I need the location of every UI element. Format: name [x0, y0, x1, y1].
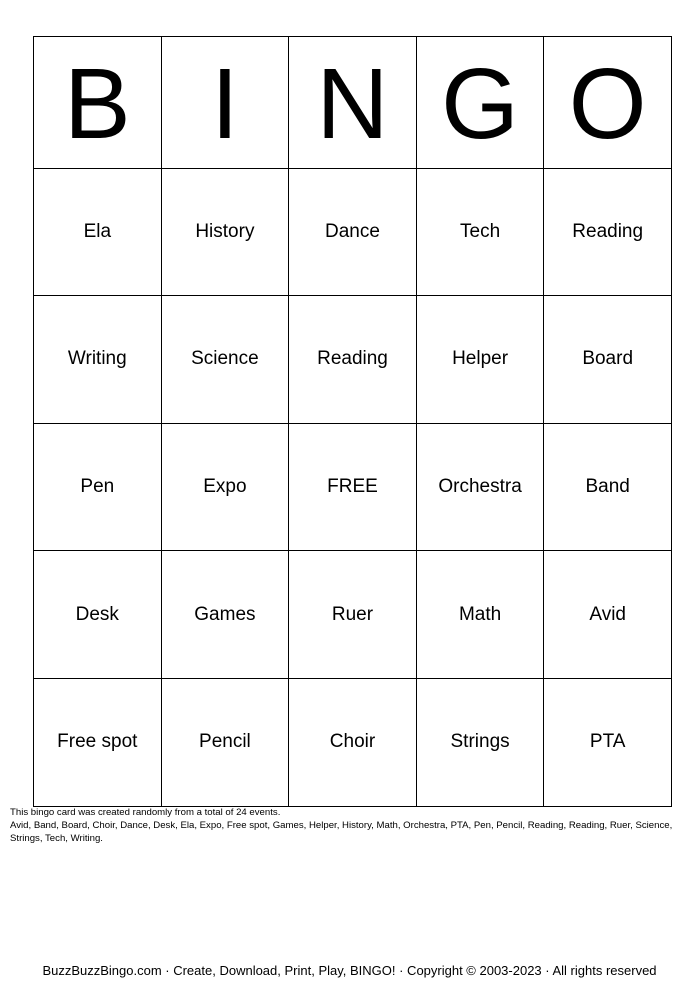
bingo-square: PTA [544, 678, 672, 806]
bingo-square: Board [544, 296, 672, 424]
bingo-square: Dance [289, 168, 417, 296]
card-row [34, 678, 672, 806]
card-row [34, 551, 672, 679]
bingo-square: Avid [544, 551, 672, 679]
bingo-square: Helper [416, 296, 544, 424]
bingo-square: Pen [34, 423, 162, 551]
bingo-square: Band [544, 423, 672, 551]
header-letter-b: B [34, 37, 162, 169]
bingo-square: Strings [416, 678, 544, 806]
bingo-square: Choir [289, 678, 417, 806]
bingo-square: Science [161, 296, 289, 424]
header-letter-n: N [289, 37, 417, 169]
header-letter-i: I [161, 37, 289, 169]
card-row [34, 423, 672, 551]
bingo-square: Ela [34, 168, 162, 296]
bingo-square: Desk [34, 551, 162, 679]
bingo-square: Tech [416, 168, 544, 296]
bingo-square: Pencil [161, 678, 289, 806]
bingo-square: Ruer [289, 551, 417, 679]
bingo-square: Math [416, 551, 544, 679]
bingo-square: Reading [544, 168, 672, 296]
free-square: FREE [289, 423, 417, 551]
summary-intro: This bingo card was created randomly from a total of 24 events. [10, 807, 281, 818]
card-row [34, 168, 672, 296]
bingo-card [33, 36, 672, 807]
header-row [34, 37, 672, 169]
card-summary [10, 807, 690, 846]
header-letter-g: G [416, 37, 544, 169]
bingo-square: Free spot [34, 678, 162, 806]
bingo-square: Games [161, 551, 289, 679]
summary-event-list: Avid, Band, Board, Choir, Dance, Desk, Ela, Expo, Free spot, Games, Helper, History, Math, Orchestra, PTA, Pen, Pencil, Reading, Reading, Ruer, Science, Strings, Tech, Writing. [10, 819, 673, 844]
page-footer: BuzzBuzzBingo.com · Create, Download, Print, Play, BINGO! · Copyright © 2003-2023 · All rights reserved [42, 963, 657, 978]
bingo-square: Writing [34, 296, 162, 424]
header-letter-o: O [544, 37, 672, 169]
bingo-square: Orchestra [416, 423, 544, 551]
card-row [34, 296, 672, 424]
bingo-square: Expo [161, 423, 289, 551]
bingo-square: History [161, 168, 289, 296]
bingo-square: Reading [289, 296, 417, 424]
